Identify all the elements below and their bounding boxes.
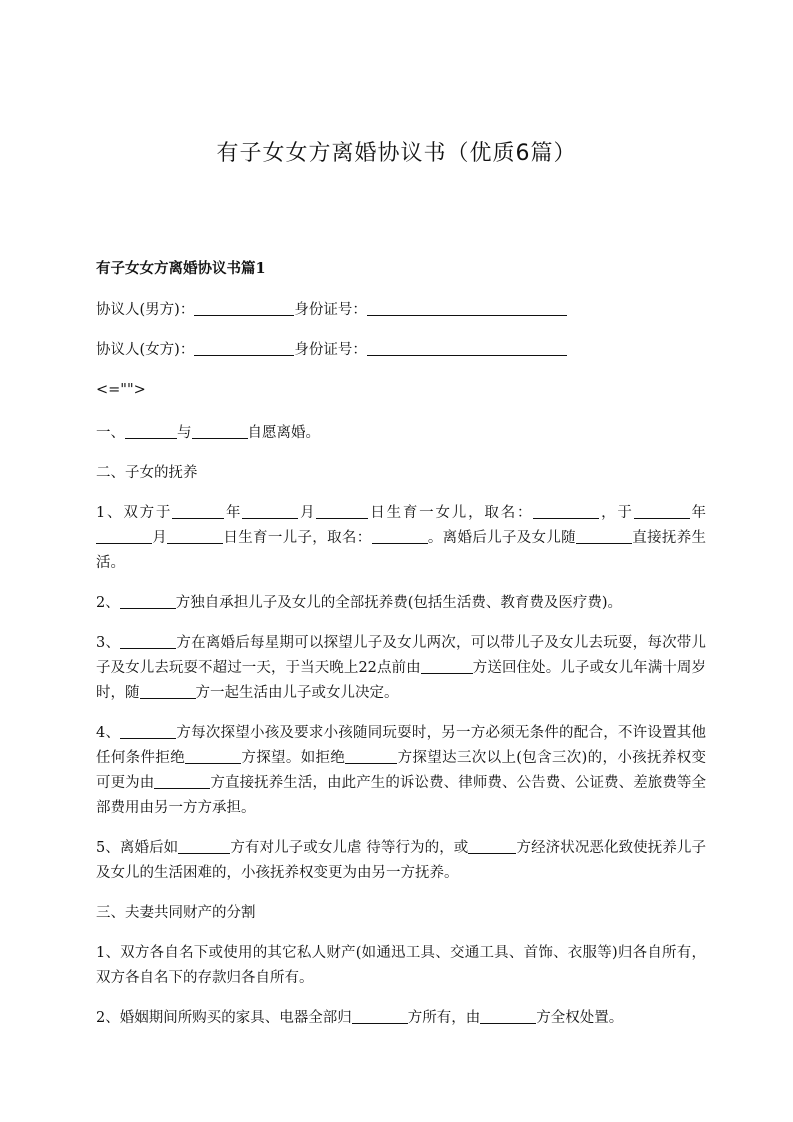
section-heading: 有子女女方离婚协议书篇1 xyxy=(96,260,266,277)
female-label: 协议人(女方)： xyxy=(96,342,195,358)
male-name-blank xyxy=(194,299,294,316)
item-1-text: 月 xyxy=(298,505,317,521)
clause-1-text: 自愿离婚。 xyxy=(247,425,320,441)
item-1-text: 日生育一女儿，取名： xyxy=(368,505,534,521)
property-2-text: 方全权处置。 xyxy=(536,1010,624,1026)
blank xyxy=(352,1007,408,1024)
blank xyxy=(634,502,690,519)
male-label: 协议人(男方)： xyxy=(96,302,195,318)
blank xyxy=(533,502,599,519)
item-4 xyxy=(96,721,706,821)
female-id-blank xyxy=(367,339,567,356)
party-female-line xyxy=(96,338,706,363)
item-1-text: 日生育一儿子，取名： xyxy=(223,530,372,546)
item-3-text: 方在离婚后每星期可以探望儿子及女儿两次，可以带儿子及女儿去玩耍，每次带儿子及女儿去玩耍不超过一天，于当天晚上22点前由 xyxy=(96,635,706,676)
item-1-text: 。离婚后儿子及女儿随 xyxy=(427,530,576,546)
blank xyxy=(345,747,397,764)
blank xyxy=(421,657,473,674)
item-3-text: 方送回住处。儿子或女儿年满十周岁时，随 xyxy=(96,660,707,701)
blank xyxy=(120,592,176,609)
item-1-text: 直接抚养生活。 xyxy=(96,530,707,571)
item-1-text: 年 xyxy=(689,505,707,521)
blank xyxy=(120,632,176,649)
item-2 xyxy=(96,591,706,616)
item-4-text: 4、 xyxy=(96,725,121,741)
stray-text: <=""> xyxy=(96,382,146,398)
blank xyxy=(192,422,248,439)
female-id-label: 身份证号： xyxy=(294,342,367,358)
item-5-text: 方经济状况恶化致使抚养儿子及女儿的生活困难的，小孩抚养权变更为由另一方抚养。 xyxy=(96,840,707,881)
item-1-text: 1、双方于 xyxy=(96,505,173,521)
blank xyxy=(480,1007,536,1024)
property-1: 1、双方各自名下或使用的其它私人财产(如通迅工具、交通工具、首饰、衣服等)归各自所有，双方各自名下的存款归各自所有。 xyxy=(96,945,706,986)
blank xyxy=(167,527,223,544)
property-2-text: 2、婚姻期间所购买的家具、电器全部归 xyxy=(96,1010,352,1026)
male-id-label: 身份证号： xyxy=(294,302,367,318)
item-4-text: 方探望达三次以上(包含三次)的，小孩抚养权变可更为由 xyxy=(96,750,707,791)
item-4-text: 方每次探望小孩及要求小孩随同玩耍时，另一方必须无条件的配合，不许设置其他任何条件拒绝 xyxy=(96,725,706,766)
blank xyxy=(185,747,241,764)
item-5 xyxy=(96,836,706,886)
blank xyxy=(120,722,176,739)
item-2-text: 2、 xyxy=(96,595,120,611)
item-5-text: 5、离婚后如 xyxy=(96,840,179,856)
clause-1 xyxy=(96,421,706,446)
blank xyxy=(96,527,152,544)
clause-1-text: 一、 xyxy=(96,425,125,441)
blank xyxy=(242,502,298,519)
item-3-text: 3、 xyxy=(96,635,121,651)
item-5-text: 方有对儿子或女儿虐 待等行为的，或 xyxy=(230,840,469,856)
item-1-text: 年 xyxy=(224,505,243,521)
blank xyxy=(316,502,368,519)
male-id-blank xyxy=(367,299,567,316)
clause-1-text: 与 xyxy=(177,425,192,441)
blank xyxy=(576,527,632,544)
item-1-text: 月 xyxy=(152,530,168,546)
blank xyxy=(372,527,428,544)
item-1-text: ，于 xyxy=(599,505,634,521)
document-title: 有子女女方离婚协议书（优质6篇） xyxy=(216,141,577,166)
item-2-text: 方独自承担儿子及女儿的全部抚养费(包括生活费、教育费及医疗费)。 xyxy=(175,595,623,611)
blank xyxy=(468,837,516,854)
document-body xyxy=(96,256,706,1046)
blank xyxy=(178,837,230,854)
blank xyxy=(125,422,177,439)
section-2-title: 二、子女的抚养 xyxy=(96,465,198,481)
blank xyxy=(154,772,210,789)
item-1 xyxy=(96,501,706,576)
blank xyxy=(172,502,224,519)
party-male-line xyxy=(96,298,706,323)
blank xyxy=(140,682,196,699)
item-3 xyxy=(96,631,706,706)
item-4-text: 方探望。如拒绝 xyxy=(241,750,346,766)
property-2 xyxy=(96,1006,706,1031)
property-2-text: 方所有，由 xyxy=(407,1010,481,1026)
female-name-blank xyxy=(194,339,294,356)
item-3-text: 方一起生活由儿子或女儿决定。 xyxy=(195,685,399,701)
item-4-text: 方直接抚养生活，由此产生的诉讼费、律师费、公告费、公证费、差旅费等全部费用由另一方方承担。 xyxy=(96,775,707,816)
section-3-title: 三、夫妻共同财产的分割 xyxy=(96,905,256,921)
